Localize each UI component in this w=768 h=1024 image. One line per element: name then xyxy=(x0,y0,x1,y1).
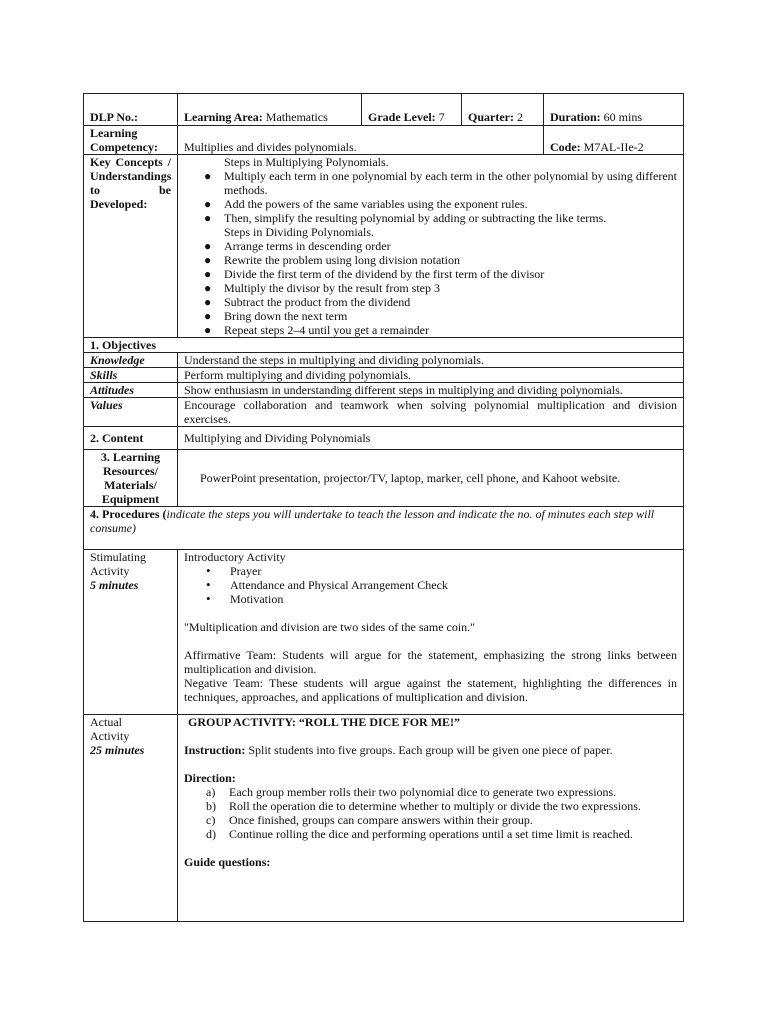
list-item: ● Divide the first term of the dividend by the first term of the divisor xyxy=(178,267,677,281)
direction-label: Direction: xyxy=(184,771,236,785)
header-row xyxy=(84,94,684,126)
affirmative-team-text: Affirmative Team: Students will argue for the statement, emphasizing the strong links between multiplication and division. xyxy=(184,648,677,676)
resources-row xyxy=(84,450,684,507)
knowledge-label: Knowledge xyxy=(84,353,178,368)
divide-steps-list xyxy=(178,239,677,337)
list-item: ● Subtract the product from the dividend xyxy=(178,295,677,309)
content-label: 2. Content xyxy=(84,427,178,450)
competency-label: Learning Competency: xyxy=(84,126,178,155)
dlp-no-cell: DLP No.: xyxy=(84,94,178,126)
actual-activity-content xyxy=(178,715,684,922)
procedures-heading-row xyxy=(84,507,684,550)
list-item: • Attendance and Physical Arrangement Check xyxy=(184,578,677,592)
list-item: b) Roll the operation die to determine whether to multiply or divide the two expressions. xyxy=(206,799,641,813)
skills-row xyxy=(84,368,684,383)
learning-area-cell: Learning Area: Mathematics xyxy=(178,94,362,126)
values-label: Values xyxy=(84,398,178,427)
resources-text: PowerPoint presentation, projector/TV, laptop, marker, cell phone, and Kahoot website. xyxy=(178,450,684,507)
resources-label: 3. Learning Resources/ Materials/ Equipment xyxy=(84,450,178,507)
group-activity-title: GROUP ACTIVITY: “ROLL THE DICE FOR ME!” xyxy=(188,715,461,729)
instruction-text: Instruction: Split students into five groups. Each group will be given one piece of paper. xyxy=(184,743,613,757)
code-cell: Code: M7AL-IIe-2 xyxy=(544,126,684,155)
grade-level-cell: Grade Level: 7 xyxy=(362,94,462,126)
actual-activity-label: Actual Activity 25 minutes xyxy=(84,715,178,922)
objectives-heading: 1. Objectives xyxy=(84,338,684,353)
negative-team-text: Negative Team: These students will argue against the statement, highlighting the differences in techniques, approaches, and applications of multiplication and division. xyxy=(184,676,677,704)
list-item: • Prayer xyxy=(184,564,677,578)
lesson-plan-page xyxy=(83,93,683,922)
list-item: ● Then, simplify the resulting polynomial by adding or subtracting the like terms. xyxy=(178,211,677,225)
stimulating-row xyxy=(84,550,684,715)
debate-quote: "Multiplication and division are two sides of the same coin." xyxy=(184,620,476,634)
list-item: ● Repeat steps 2–4 until you get a remainder xyxy=(178,323,677,337)
actual-activity-row xyxy=(84,715,684,922)
list-item: c) Once finished, groups can compare answers within their group. xyxy=(206,813,533,827)
list-item: • Motivation xyxy=(184,592,677,606)
skills-label: Skills xyxy=(84,368,178,383)
competency-row xyxy=(84,126,684,155)
stimulating-content xyxy=(178,550,684,715)
attitudes-text: Show enthusiasm in understanding different steps in multiplying and dividing polynomials. xyxy=(178,383,684,398)
list-item: a) Each group member rolls their two polynomial dice to generate two expressions. xyxy=(206,785,617,799)
values-row xyxy=(84,398,684,427)
multiply-steps-list xyxy=(178,169,677,225)
multiply-steps-title: Steps in Multiplying Polynomials. xyxy=(224,155,389,169)
duration-cell: Duration: 60 mins xyxy=(544,94,684,126)
attitudes-label: Attitudes xyxy=(84,383,178,398)
procedures-heading: 4. Procedures (indicate the steps you will undertake to teach the lesson and indicate the no. of minutes each step will consume) xyxy=(84,507,684,550)
knowledge-row xyxy=(84,353,684,368)
list-item: ● Multiply the divisor by the result from step 3 xyxy=(178,281,677,295)
intro-activity-list xyxy=(184,564,677,606)
key-concepts-label: Key Concepts / Understandings to be Developed: xyxy=(84,155,178,338)
list-item: ● Rewrite the problem using long division notation xyxy=(178,253,677,267)
guide-questions-label: Guide questions: xyxy=(184,855,271,869)
stimulating-label: Stimulating Activity 5 minutes xyxy=(84,550,178,715)
key-concepts-row xyxy=(84,155,684,338)
direction-list xyxy=(184,785,677,841)
competency-text: Multiplies and divides polynomials. xyxy=(178,126,544,155)
dlp-table xyxy=(83,93,684,922)
list-item: ● Add the powers of the same variables using the exponent rules. xyxy=(178,197,677,211)
quarter-cell: Quarter: 2 xyxy=(462,94,544,126)
attitudes-row xyxy=(84,383,684,398)
list-item: d) Continue rolling the dice and performing operations until a set time limit is reached. xyxy=(206,827,633,841)
skills-text: Perform multiplying and dividing polynomials. xyxy=(178,368,684,383)
content-row xyxy=(84,427,684,450)
content-text: Multiplying and Dividing Polynomials xyxy=(178,427,684,450)
values-text: Encourage collaboration and teamwork when solving polynomial multiplication and division exercises. xyxy=(178,398,684,427)
knowledge-text: Understand the steps in multiplying and dividing polynomials. xyxy=(178,353,684,368)
objectives-heading-row xyxy=(84,338,684,353)
list-item: ● Arrange terms in descending order xyxy=(178,239,677,253)
divide-steps-title: Steps in Dividing Polynomials. xyxy=(224,225,375,239)
list-item: ● Bring down the next term xyxy=(178,309,677,323)
key-concepts-content xyxy=(178,155,684,338)
list-item: ● Multiply each term in one polynomial by each term in the other polynomial by using different methods. xyxy=(178,169,677,197)
intro-activity-title: Introductory Activity xyxy=(184,550,286,564)
